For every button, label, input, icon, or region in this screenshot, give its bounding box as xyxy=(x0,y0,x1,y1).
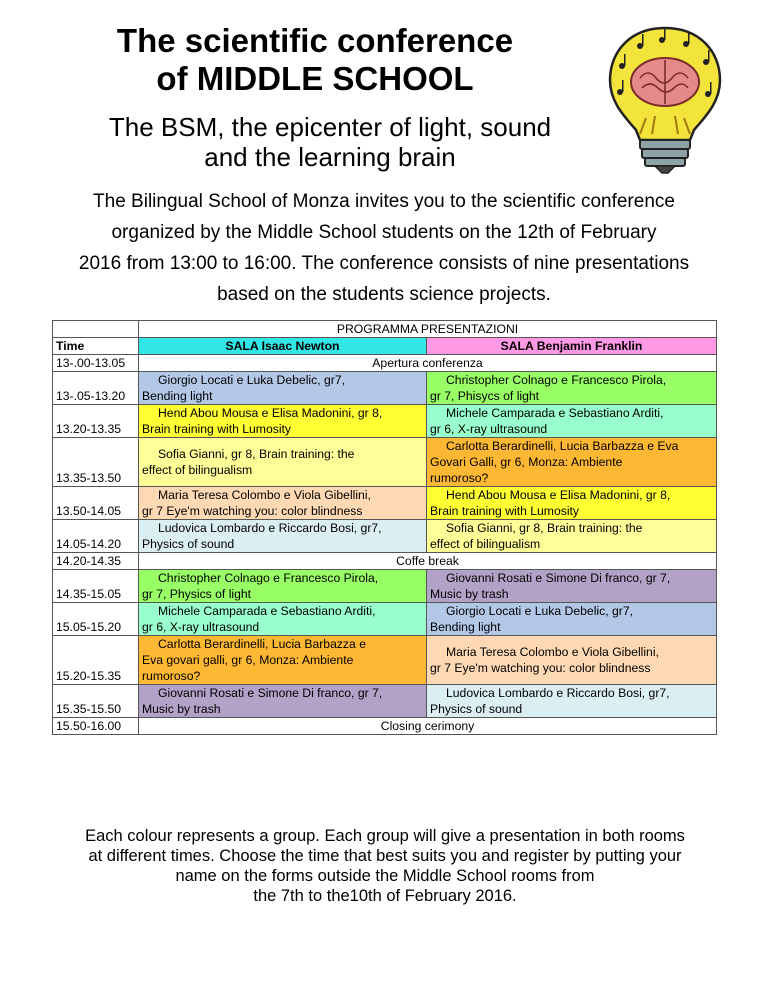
presentation-line: Ludovica Lombardo e Riccardo Bosi, gr7, xyxy=(446,686,670,700)
presentation-b-franklin-0 xyxy=(427,570,717,603)
presentation-line: Maria Teresa Colombo e Viola Gibellini, xyxy=(446,645,659,659)
closing-time: 15.50-16.00 xyxy=(53,718,139,735)
opening-label: Apertura conferenza xyxy=(139,355,717,372)
time-slot: 13.20-13.35 xyxy=(53,405,139,438)
presentation-a-franklin-3 xyxy=(427,487,717,520)
title-line-2: of MIDDLE SCHOOL xyxy=(156,60,474,97)
coffee-break-row xyxy=(53,553,717,570)
presentation-line: gr 7 Eye'm watching you: color blindness xyxy=(430,661,651,675)
table-row xyxy=(53,685,717,718)
table-row xyxy=(53,636,717,685)
footer-line-3: name on the forms outside the Middle School rooms from xyxy=(175,867,595,885)
time-slot: 13.35-13.50 xyxy=(53,438,139,487)
time-slot: 15.35-15.50 xyxy=(53,685,139,718)
intro-line-2: organized by the Middle School students on the 12th of February xyxy=(111,222,657,243)
presentation-line: Ludovica Lombardo e Riccardo Bosi, gr7, xyxy=(158,521,382,535)
presentation-line: Music by trash xyxy=(430,587,509,601)
time-slot: 15.20-15.35 xyxy=(53,636,139,685)
presentation-line: effect of bilingualism xyxy=(142,463,253,477)
coffee-break-label: Coffe break xyxy=(139,553,717,570)
table-corner-cell xyxy=(53,321,139,338)
room-franklin-header: SALA Benjamin Franklin xyxy=(427,338,717,355)
time-column-header: Time xyxy=(53,338,139,355)
presentation-line: gr 7 Eye'm watching you: color blindness xyxy=(142,504,363,518)
time-slot: 13-.05-13.20 xyxy=(53,372,139,405)
presentation-line: gr 6, X-ray ultrasound xyxy=(142,620,260,634)
presentation-line: Physics of sound xyxy=(142,537,235,551)
lightbulb-brain-icon xyxy=(600,22,730,177)
programme-table xyxy=(52,320,717,735)
presentation-line: Michele Camparada e Sebastiano Arditi, xyxy=(446,406,664,420)
presentation-b-franklin-1 xyxy=(427,603,717,636)
subtitle-line-1: The BSM, the epicenter of light, sound xyxy=(108,112,552,142)
presentation-b-newton-1 xyxy=(139,603,427,636)
time-slot: 15.05-15.20 xyxy=(53,603,139,636)
table-row xyxy=(53,487,717,520)
table-row xyxy=(53,438,717,487)
presentation-a-franklin-0 xyxy=(427,372,717,405)
presentation-line: Brain training with Lumosity xyxy=(430,504,580,518)
presentation-a-franklin-1 xyxy=(427,405,717,438)
presentation-line: Sofia Gianni, gr 8, Brain training: the xyxy=(158,447,355,461)
presentation-line: Music by trash xyxy=(142,702,221,716)
presentation-line: Hend Abou Mousa e Elisa Madonini, gr 8, xyxy=(446,488,671,502)
title-line-1: The scientific conference xyxy=(116,22,514,59)
presentation-line: gr 7, Phisycs of light xyxy=(430,389,540,403)
table-row xyxy=(53,405,717,438)
table-row xyxy=(53,520,717,553)
presentation-line: Bending light xyxy=(430,620,501,634)
presentation-a-newton-0 xyxy=(139,372,427,405)
presentation-line: Christopher Colnago e Francesco Pirola, xyxy=(158,571,379,585)
presentation-b-franklin-3 xyxy=(427,685,717,718)
invitation-text xyxy=(30,186,738,310)
presentation-a-newton-4 xyxy=(139,520,427,553)
instructions-text xyxy=(40,826,730,906)
footer-line-4: the 7th to the10th of February 2016. xyxy=(253,887,517,905)
presentation-a-newton-2 xyxy=(139,438,427,487)
presentation-line: rumoroso? xyxy=(430,471,489,485)
presentation-line: Maria Teresa Colombo e Viola Gibellini, xyxy=(158,488,371,502)
presentation-line: Physics of sound xyxy=(430,702,523,716)
presentation-b-newton-2 xyxy=(139,636,427,685)
time-slot: 14.35-15.05 xyxy=(53,570,139,603)
presentation-line: gr 6, X-ray ultrasound xyxy=(430,422,548,436)
presentation-line: Brain training with Lumosity xyxy=(142,422,292,436)
presentation-a-newton-3 xyxy=(139,487,427,520)
footer-line-2: at different times. Choose the time that best suits you and register by putting your xyxy=(88,847,682,865)
presentation-line: Hend Abou Mousa e Elisa Madonini, gr 8, xyxy=(158,406,383,420)
page-subtitle xyxy=(40,112,620,172)
programme-body xyxy=(53,321,717,735)
presentation-b-newton-3 xyxy=(139,685,427,718)
footer-line-1: Each colour represents a group. Each group will give a presentation in both rooms xyxy=(85,827,685,845)
presentation-line: Giorgio Locati e Luka Debelic, gr7, xyxy=(158,373,345,387)
time-slot: 13.50-14.05 xyxy=(53,487,139,520)
presentation-line: Govari Galli, gr 6, Monza: Ambiente xyxy=(430,455,623,469)
presentation-a-franklin-4 xyxy=(427,520,717,553)
intro-line-4: based on the students science projects. xyxy=(217,284,551,305)
presentation-line: rumoroso? xyxy=(142,669,201,683)
presentation-line: Carlotta Berardinelli, Lucia Barbazza e xyxy=(158,637,366,651)
closing-row xyxy=(53,718,717,735)
presentation-line: Sofia Gianni, gr 8, Brain training: the xyxy=(446,521,643,535)
intro-line-1: The Bilingual School of Monza invites you to the scientific conference xyxy=(93,191,675,212)
coffee-break-time: 14.20-14.35 xyxy=(53,553,139,570)
presentation-line: Eva govari galli, gr 6, Monza: Ambiente xyxy=(142,653,354,667)
presentation-line: gr 7, Physics of light xyxy=(142,587,252,601)
room-newton-header: SALA Isaac Newton xyxy=(139,338,427,355)
presentation-line: Carlotta Berardinelli, Lucia Barbazza e Eva xyxy=(446,439,679,453)
presentation-b-franklin-2 xyxy=(427,636,717,685)
presentation-line: Michele Camparada e Sebastiano Arditi, xyxy=(158,604,376,618)
page-title xyxy=(60,22,570,98)
time-slot: 14.05-14.20 xyxy=(53,520,139,553)
table-row xyxy=(53,372,717,405)
presentation-b-newton-0 xyxy=(139,570,427,603)
presentation-line: Christopher Colnago e Francesco Pirola, xyxy=(446,373,667,387)
table-row xyxy=(53,603,717,636)
closing-label: Closing cerimony xyxy=(139,718,717,735)
presentation-line: Bending light xyxy=(142,389,213,403)
presentation-a-newton-1 xyxy=(139,405,427,438)
presentation-line: Giovanni Rosati e Simone Di franco, gr 7, xyxy=(158,686,383,700)
presentation-line: effect of bilingualism xyxy=(430,537,541,551)
table-row xyxy=(53,570,717,603)
opening-time: 13-.00-13.05 xyxy=(53,355,139,372)
presentation-line: Giorgio Locati e Luka Debelic, gr7, xyxy=(446,604,633,618)
presentation-line: Giovanni Rosati e Simone Di franco, gr 7, xyxy=(446,571,671,585)
intro-line-3: 2016 from 13:00 to 16:00. The conference consists of nine presentations xyxy=(78,253,690,274)
table-title: PROGRAMMA PRESENTAZIONI xyxy=(139,321,717,338)
subtitle-line-2: and the learning brain xyxy=(204,142,456,172)
presentation-a-franklin-2 xyxy=(427,438,717,487)
